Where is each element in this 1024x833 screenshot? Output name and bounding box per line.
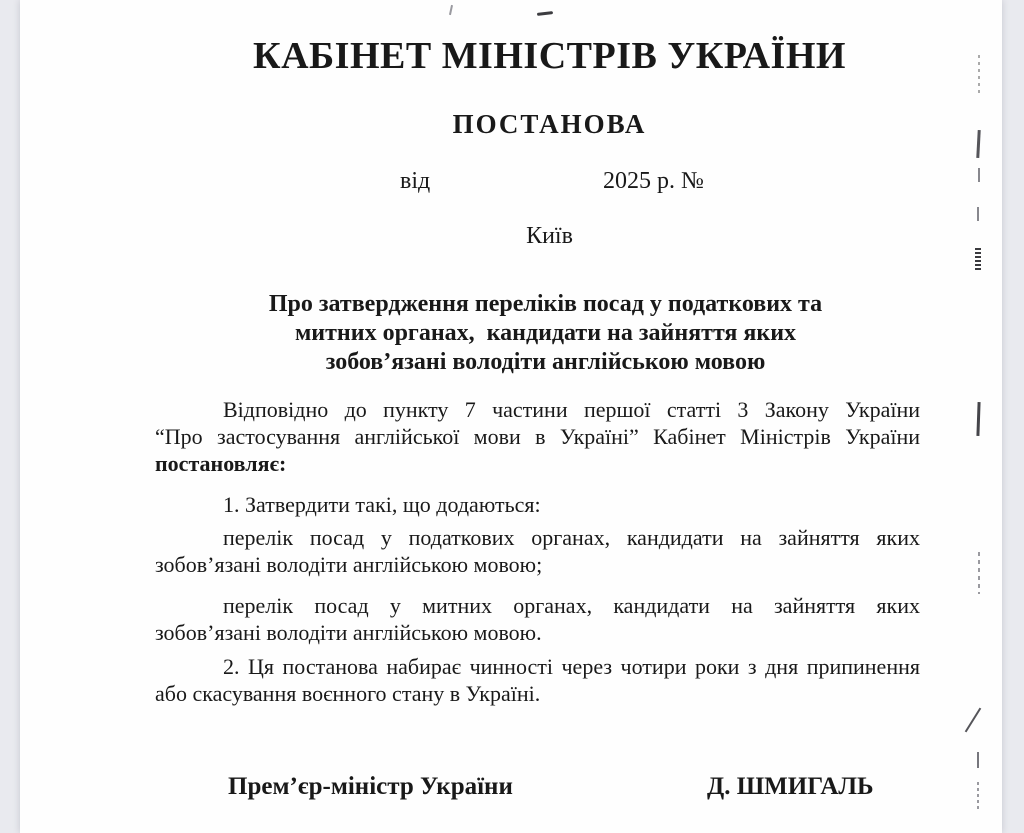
date-line: [155, 167, 920, 195]
preamble-resolves: постановляє:: [155, 451, 287, 476]
clause-1-item-customs-line-2: зобов’язані володіти англійською мовою.: [155, 620, 542, 645]
preamble-line-1: Відповідно до пункту 7 частини першої статті 3 Закону України: [223, 397, 920, 422]
clause-1-item-tax-line-2: зобов’язані володіти англійською мовою;: [155, 552, 543, 577]
clause-1-item-tax-line-1: перелік посад у податкових органах, кандидати на зайняття яких: [223, 525, 920, 550]
clause-2-paragraph: [155, 653, 920, 707]
scan-artifact: [976, 402, 980, 436]
clause-1-item-customs-line-1: перелік посад у митних органах, кандидати на зайняття яких: [223, 593, 920, 618]
subject-title: [163, 290, 928, 377]
clause-2-line-1: 2. Ця постанова набирає чинності через чотири роки з дня припинення: [223, 654, 920, 679]
issuer-heading: КАБІНЕТ МІНІСТРІВ УКРАЇНИ: [253, 35, 846, 77]
subject-line-2: митних органах, кандидати на зайняття яких: [294, 320, 797, 346]
clause-1-item-tax: [155, 524, 920, 578]
preamble-paragraph: [155, 396, 920, 477]
preamble-line-2: “Про застосування англійської мови в Україні” Кабінет Міністрів України: [155, 424, 920, 449]
clause-1-intro-line: 1. Затвердити такі, що додаються:: [223, 492, 541, 517]
clause-1-intro: [155, 491, 920, 518]
subject-line-3: зобов’язані володіти англійською мовою: [325, 349, 766, 375]
signatory-name: Д. ШМИГАЛЬ: [707, 773, 874, 800]
scan-artifact: [978, 552, 980, 594]
city-line: Київ: [526, 223, 573, 249]
scan-artifact: [965, 708, 982, 733]
signatory-post: Прем’єр-міністр України: [228, 773, 513, 800]
scan-artifact: [976, 130, 980, 158]
scan-artifact: [977, 782, 979, 810]
scan-artifact: [975, 248, 981, 270]
scan-artifact: [977, 207, 979, 221]
scan-artifact: [978, 168, 980, 182]
scanned-document-page: [20, 0, 1002, 833]
date-year-number: 2025 р. №: [603, 168, 704, 194]
date-prefix: від: [400, 168, 431, 194]
scan-artifact: [977, 752, 979, 768]
document-type-heading: ПОСТАНОВА: [452, 109, 647, 139]
scan-artifact: [978, 55, 980, 97]
document-content: [155, 0, 920, 833]
subject-line-1: Про затвердження переліків посад у податкових та: [268, 291, 823, 317]
clause-2-line-2: або скасування воєнного стану в Україні.: [155, 681, 541, 706]
signature-block: [155, 772, 920, 802]
clause-1-item-customs: [155, 592, 920, 646]
